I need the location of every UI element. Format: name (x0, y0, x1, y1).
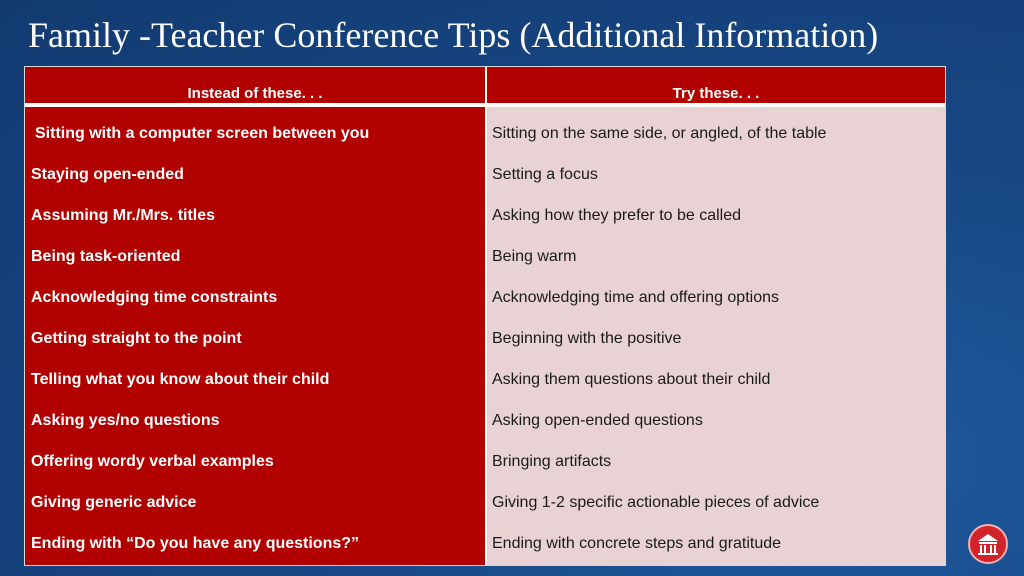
try-cell: Sitting on the same side, or angled, of the table (492, 125, 827, 142)
instead-cell: Ending with “Do you have any questions?” (31, 535, 360, 552)
header-instead-label: Instead of these. . . (187, 85, 323, 102)
building-icon (970, 526, 1006, 562)
instead-cell: Assuming Mr./Mrs. titles (31, 207, 216, 224)
instead-cell: Telling what you know about their child (31, 371, 330, 388)
instead-cell: Staying open-ended (31, 166, 184, 183)
instead-cell: Sitting with a computer screen between you (35, 125, 370, 142)
try-cell: Ending with concrete steps and gratitude (492, 535, 782, 552)
instead-column (25, 107, 485, 565)
header-instead (25, 67, 485, 103)
instead-cell: Asking yes/no questions (31, 412, 220, 429)
instead-cell: Being task-oriented (31, 248, 181, 265)
try-cell: Being warm (492, 248, 577, 265)
instead-cell: Getting straight to the point (31, 330, 242, 347)
instead-cell: Giving generic advice (31, 494, 197, 511)
instead-cell: Offering wordy verbal examples (31, 453, 274, 470)
try-cell: Setting a focus (492, 166, 598, 183)
try-cell: Asking them questions about their child (492, 371, 771, 388)
try-column (487, 107, 945, 565)
column-divider (485, 67, 487, 565)
university-seal-icon (968, 524, 1008, 564)
try-cell: Asking how they prefer to be called (492, 207, 742, 224)
page-title: Family -Teacher Conference Tips (Additional Information) (28, 15, 879, 55)
instead-cell: Acknowledging time constraints (31, 289, 278, 306)
try-cell: Bringing artifacts (492, 453, 612, 470)
header-try (487, 67, 945, 103)
try-cell: Acknowledging time and offering options (492, 289, 779, 306)
tips-table (24, 66, 946, 566)
try-cell: Beginning with the positive (492, 330, 682, 347)
header-try-label: Try these. . . (672, 85, 760, 102)
try-cell: Giving 1-2 specific actionable pieces of advice (492, 494, 820, 511)
try-cell: Asking open-ended questions (492, 412, 703, 429)
